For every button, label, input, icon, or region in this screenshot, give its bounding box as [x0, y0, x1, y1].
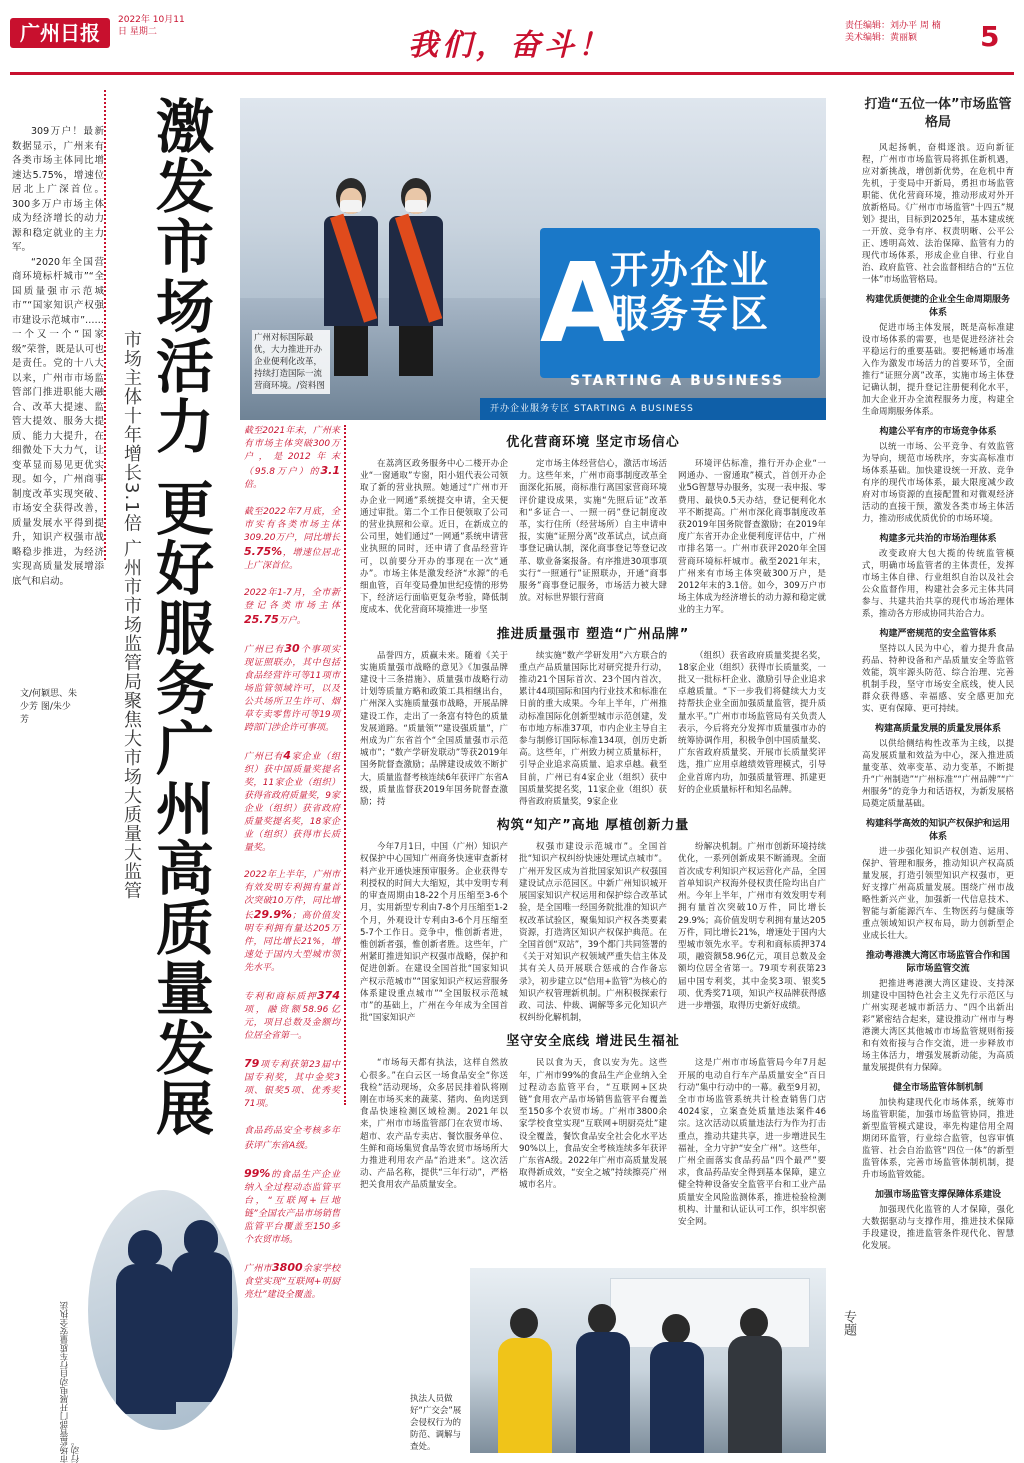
- text-column: [519, 458, 667, 617]
- intro-paragraph: “2020年全国营商环境标杆城市”“全国质量强市示范城市”“国家知识产权强市建设示范城市”……一个又一个“国家级”荣誉，既是认可也是责任。党的十八大以来，广州市市场监管部门推进职能大融合、改革大提速、监管大提效、服务大提质、能力大提升，在细微处下大力气，让变革显而易见更优实现。如今，广州商事制度改革实现突破、市场安全获得改善，质量发展水平得到提升，知识产权强市战略稳步推进，为经济实现高质量发展增添底气和启动。: [12, 256, 104, 587]
- facts-list: [244, 425, 340, 1302]
- issue-date: 2022年 10月11日 星期二: [118, 15, 185, 37]
- body-paragraph: 定市场主体经营信心，激活市场活力。这些年来，广州市商事制度改革全面深化拓展，商标准行离国家营商环境评价建设成果，实施“先照后证”改革和“多证合一、一照一码”登记制度改革，实行住所（经营场所）自主申请申报，实施“证照分离”改革试点，试点商事登记确认制，深化商事登记等登记改革、歇业备案报备。有序推进30项事项实行“一照通行”证照联办，开通“商事服务”商事登记服务，市场活力被大肆放。对标世界银行营商: [519, 459, 667, 604]
- body-paragraph: 环境评估标准，推行开办企业“一网通办、一窗通取”模式，首创开办企业5G智慧导办服务，实现一表申报、零费用、最快0.5天办结，登记便利化水平不断提高。广州市深化商事制度改革获2019年国务院督查激励；在2019年度广东省开办企业便利度评估中，广州市排名第一。广州市获评2020年全国营商环境标杆城市。截至2021年末，广州来有市场主体突破300万户，是2012年末的3.1倍。如今，309万户市场主体成为经济增长的动力源和稳定就业的主力军。: [678, 459, 826, 616]
- fact-number: 5.75%: [244, 545, 283, 558]
- text-column: [678, 458, 826, 617]
- page-header: [0, 0, 1024, 86]
- fact-text: 截至2022年7月底，全市实有各类市场主体309.20万户，同比增长: [244, 507, 340, 543]
- right-paragraph: 进一步强化知识产权创造、运用、保护、管理和服务，推动知识产权高质量发展，打造引领型知识产权强市，更好支撑广州高质量发展。围绕广州市战略性新兴产业，加强新一代信息技术、智能与新能源汽车、生物医药与健康等重点领域知识产权布局，助力创新型企业成长壮大。: [862, 847, 1014, 941]
- body-paragraph: 今年7月1日，中国（广州）知识产权保护中心国知广州商务快速审查新材料产业开通快速预审服务。企业获得专利授权的时间大大缩短，其中发明专利的审查周期由18-22个月压缩至3-6个月，实用新型专利由7-8个月压缩至1-2个月，外观设计专利由3-6个月压缩至5-7个工作日。竞争中，惟创新者进，惟创新者强，惟创新者胜。这些年，广州紧盯推进知识产权强市战略，保护和促进创新。在建设全国首批“国家知识产权示范城市”“国家知识产权运营服务体系建设重点城市”“全国版权示范城市”的基础上，广州在今年成为全国首批“国家知识产: [360, 842, 508, 1024]
- page-number: 5: [980, 20, 1000, 53]
- fact-text: ；高价值发明专利拥有量达205万件，同比增长21%，增速处于国内大型城市领先水平。: [244, 911, 340, 973]
- right-column: [862, 92, 1014, 1252]
- main-photo-caption: 广州对标国际最优，大力推进开办企业便利化改革，持续打造国际一流营商环境。/资料图: [252, 330, 330, 394]
- staff-figure: [385, 178, 447, 378]
- fact-text: 项专利获第23届中国专利奖，其中金奖3项、银奖5项、优秀奖71项。: [244, 1060, 340, 1109]
- fact-text: 广州已有: [244, 645, 285, 655]
- fact-text: ，增速位居北上广深首位。: [244, 548, 340, 571]
- header-rule: [10, 72, 1014, 75]
- section-title: 坚守安全底线 增进民生福祉: [506, 1034, 680, 1050]
- fact-number: 4: [283, 749, 291, 762]
- section-columns: [360, 650, 826, 809]
- fact-item: [244, 749, 340, 855]
- text-column: [678, 650, 826, 809]
- inspection-photo-caption: 市场监管部门开展电动自行车质量安全执法行动。: [60, 1301, 81, 1463]
- fact-item: [244, 642, 340, 735]
- fact-number: 99%: [244, 1167, 271, 1180]
- right-paragraph: 以供给侧结构性改革为主线，以提高发展质量和效益为中心，深入推进质量变革、效率变革、动力变革，不断提升“广州制造”“广州标准”“广州品牌”“广州服务”的竞争力和话语权，为新发展格局奠定质量基础。: [862, 739, 1014, 809]
- fact-number: 25.75: [244, 613, 279, 626]
- text-column: [360, 458, 508, 617]
- fact-text: 个事项实现证照联办，其中包括食品经营许可等11项市场监管领域许可，以及公共场所卫生许可、烟草专卖零售许可等19项跨部门涉企许可事项。: [244, 645, 340, 733]
- section-columns: [360, 841, 826, 1024]
- sign-text: 开办企业 服务专区: [610, 248, 771, 336]
- sign-letter: A: [540, 239, 626, 367]
- right-paragraph: 加强现代化监管的人才保障，强化大数据驱动与支撑作用，推进技术保障手段建设，推进监管条件现代化、智慧化发展。: [862, 1205, 1014, 1251]
- facts-divider: [344, 425, 346, 1105]
- text-column: [678, 1057, 826, 1228]
- body-paragraph: 品誉四方，质赢未来。随着《关于实施质量强市战略的意见》《加强品牌建设十三条措施》、质量强市战略行动计划等质量方略和政策工具相继出台，广州深入实施质量强市战略，开展品牌建设工作，走出了一条富有特色的质量发展道路。“质量领”“建设强质量”，广州成为广东省首个“全国质量强市示范城市”；“数产学研发联动”等获2019年国务院督查激励；品牌建设成效不断扩大，质量监督考核连续6年获评广东省A级，质量监督获2019年国务院督查激励；持: [360, 650, 508, 808]
- fact-text: 截至2021年末，广州来有市场主体突破300万户，是2012年末（95.8万户）的: [244, 426, 340, 477]
- divider: [104, 90, 106, 560]
- right-subheading: 构建公平有序的市场竞争体系: [879, 427, 997, 437]
- right-subheading: 构建科学高效的知识产权保护和运用体系: [865, 819, 1010, 842]
- right-paragraph: 加快构建现代化市场体系，统筹市场监管职能，加强市场监管协同，推进新型监管模式建设，率先构建信用全周期闭环监管，行业综合监管，包容审慎监管、社会自治监管“四位一体”的新型监管体系，完善市场监管体制机制，提升市场监管效能。: [862, 1098, 1014, 1180]
- fact-number: 3.1: [320, 464, 340, 477]
- text-column: [519, 650, 667, 809]
- right-subheading: 健全市场监管体制机制: [892, 1083, 983, 1093]
- right-subheading: 构建优质便捷的企业全生命周期服务体系: [865, 295, 1010, 318]
- masthead-logo: 广州日报: [10, 18, 110, 48]
- editors-credit: 责任编辑：刘办平 周 楠 美术编辑：黄丽颖: [845, 21, 941, 43]
- body-paragraph: 权强市建设示范城市”。全国首批“知识产权纠纷快速处理试点城市”。广州开发区成为首批国家知识产权强国建设试点示范园区。中新广州知识城开展国家知识产权运用和保护综合改革试验，是全国唯一经国务院批准的知识产权改革试验区，聚集知识产权各类要素资源，打造湾区知识产权保护典范。在全国首创“双站”，39个都门共同签署的《关于对知识产权领域严重失信主体及其有关人员开展联合惩戒的合作备忘录》，初步建立以“信用+监管”为核心的知识产权管理新机制。广州积极探索行政、司法、仲裁、调解等多元化知识产权纠纷化解机制，: [519, 842, 667, 1024]
- fact-number: 29.9%: [253, 908, 292, 921]
- special-label: 专题: [841, 1310, 856, 1336]
- fact-number: 30: [284, 642, 300, 655]
- fact-text: 的食品生产企业纳入全过程动态监管平台，“互联网+巨地链”全国农产品市场销售监管平台覆盖至150多个农贸市场。: [244, 1170, 340, 1245]
- intro-paragraph: 309万户！最新数据显示，广州来有各类市场主体同比增速达5.75%，增速位居北上广深首位。300多万户市场主体成为经济增长的动力源和稳定就业的主力军。: [12, 126, 104, 253]
- expo-booth: [610, 1278, 810, 1348]
- photo-strip: 开办企业服务专区 STARTING A BUSINESS: [480, 398, 826, 420]
- fact-number: 79: [244, 1057, 260, 1070]
- right-paragraph: 改变政府大包大揽的传统监管模式，明确市场监管者的主体责任，发挥市场主体自律、行业组织自治以及社会公众监督作用，构建社会多元主体共同参与、共建共治共享的现代市场治理体系，推动各方形成协同共治合力。: [862, 549, 1014, 619]
- body-paragraph: 续实施“数产学研发用”六方联合的重点产品质量国际比对研究提升行动，推动21个国际首次、23个国内首次，累计44项国际和国内行业技术和标准在日前的重大成果。今年上半年，广州推动标准国际化创新型城市示范创建，发布市地方标准37项，市内企业主导自主参与制修订国际标准134项，创历史新高。这些年，广州致力树立质量标杆，引导企业追求高质量、追求卓越。截至目前，广州已有4家企业（组织）获中国质量奖提名奖，11家企业（组织）获得省政府质量奖，9家企业: [519, 650, 667, 808]
- fact-text: 倍。: [244, 480, 263, 490]
- body-paragraph: （组织）获省政府质量奖提名奖，18家企业（组织）获得市长质量奖，一批又一批标杆企业、激励引导企业追求卓越质量。“下一步我们将健续大力支持帮扶企业全面加强质量监管，提升质量水平。”广州市市场监管局有关负责人表示，今后将充分发挥市质量强市办的统筹协调作用，积极争创中国质量奖、广东省政府质量奖、开展市长质量奖评选，推广应用卓越绩效管理模式，引导企业首席内功，加强质量管理、抓建更好的企业质量标杆和知名品牌。: [678, 650, 826, 795]
- fact-item: [244, 989, 340, 1043]
- subheadline: 市场主体十年增长3.1倍 广州市市场监管局聚焦大市场大质量大监管: [121, 330, 142, 901]
- body-paragraph: 在荔湾区政务服务中心二楼开办企业“一窗通取”专窗，阳小姐代表公司领取了新的营业执照。她通过“广州市开办企业一网通”系统提交申请，全天便通过审批。第二个工作日便领取了公司的营业执照和公章。近日，在新成立的公司里，她们通过“一网通”系统申请营业执照的同时，还申请了食品经营许可，以前要分开办的事现在一次“通办”。市场主体是激发经济“水源”的毛细血管，百年变局叠加世纪疫情的形势下，经济运行面临更复杂考验，降低制度成本、优化营商环境推进一步坚: [360, 459, 508, 616]
- section-columns: [360, 458, 826, 617]
- fact-text: 万户。: [278, 616, 306, 626]
- right-subheading: 构建高质量发展的质量发展体系: [874, 724, 1001, 734]
- right-paragraph: 坚持以人民为中心，着力提升食品药品、特种设备和产品质量安全等监管效能，筑牢源头防范、综合治理、完善机制手段，坚守市场安全底线，使人民群众获得感、幸福感、安全感更加充实、更有保障、更可持续。: [862, 644, 1014, 714]
- text-column: [519, 841, 667, 1024]
- body-paragraph: 民以食为天，食以安为先。这些年，广州市99%的食品生产企业纳入全过程动态监管平台，“互联网+区块链”食用农产品市场销售监管平台覆盖至150多个农贸市场。广州市3800余家学校食堂实现“互联网+明厨亮灶”建设全覆盖，餐饮食品安全社会化水平达90%以上，食品安全考核连续多年获评广东省A级。2022年广州市高质量发展取得新成效，“安全之城”持续擦亮广州城市名片。: [519, 1058, 667, 1191]
- fact-item: [244, 506, 340, 573]
- text-column: [360, 650, 508, 809]
- intro-column: [12, 125, 104, 589]
- fact-item: [244, 1261, 340, 1302]
- text-column: [360, 841, 508, 1024]
- fact-text: 2022年上半年，广州市有效发明专利拥有量首次突破10万件，同比增长: [244, 870, 340, 921]
- text-column: [519, 1057, 667, 1228]
- right-column-title: 打造“五位一体”市场监管格局: [864, 97, 1012, 130]
- right-paragraph: 把推进粤港澳大湾区建设、支持深圳建设中国特色社会主义先行示范区与广州实现老城市新活力、“四个出新出彩”紧密结合起来，建设推动广州市与粤港澳大湾区其他城市市场监管规则衔接和有效衔接与合作交流，进一步释放市场主体活力，增强发展新动能，为高质量发展提供有力保障。: [862, 979, 1014, 1073]
- expo-photo-caption: 执法人员做好“广交会”展会侵权行为的防范、调解与查处。: [410, 1394, 462, 1452]
- right-column-intro: 风起扬帆，奋楫逐浪。迈向新征程，广州市市场监管局将抓住新机遇，应对新挑战，增创新优势，在危机中育先机，于变局中开新局，勇担市场监管职能、优化营商环境，推动形成对外开放新格局。《广州市市场监管“十四五”规划》提出，目标到2025年，基本建成统一开放、竞争有序、权责明晰、公平公正、透明高效、法治保障、监管有力的现代市场体系，形成企业自律、行业自治、政府监管、社会监督相结合的“五位一体”市场监管格局。: [862, 143, 1014, 285]
- section-title: 优化营商环境 坚定市场信心: [506, 435, 680, 450]
- right-subheading: 构建多元共治的市场治理体系: [879, 534, 997, 544]
- fact-number: 3800: [272, 1261, 303, 1274]
- fact-text: 广州市: [244, 1264, 273, 1274]
- fact-item: [244, 1167, 340, 1247]
- text-column: [360, 1057, 508, 1228]
- section-title: 构筑“知产”高地 厚植创新力量: [496, 818, 690, 834]
- right-subheading: 加强市场监管支撑保障体系建设: [874, 1190, 1001, 1200]
- expo-photo: [470, 1268, 826, 1453]
- facts-sidebar: [244, 425, 340, 1300]
- right-paragraph: 促进市场主体发展，既是高标准建设市场体系的需要，也是促进经济社会平稳运行的重要基础。要把畅通市场准入作为激发市场活力的首要环节，全面推行“证照分离”改革，实施市场主体登记确认制，提升登记注册便利化水平，加大企业开办全流程服务力度，构建全生命周期服务体系。: [862, 323, 1014, 417]
- fact-text: 专利和商标质押: [244, 992, 318, 1002]
- fact-text: 余家学校食堂实现“互联网+明厨亮灶”建设全覆盖。: [244, 1264, 340, 1300]
- right-subheading: 构建严密规范的安全监管体系: [879, 629, 997, 639]
- right-paragraph: 以统一市场、公平竞争、有效监管为导向，规范市场秩序，夯实高标准市场体系基础。加快建设统一开放、竞争有序的现代市场体系，最大限度减少政府对市场资源的直接配置和对微观经济活动的直接干预，激发各类市场主体活力，推动形成优质优价的市场环境。: [862, 442, 1014, 524]
- byline: 文/何颖思、朱少芳 图/朱少芳: [20, 689, 78, 725]
- body-paragraph: 纷解决机制。广州市创新环境持续优化，一系列创新成果不断涌现。全面首次成专利知识产权运营化产品，全国首单知识产权海外侵权责任险均出自广州。今年上半年，广州市有效发明专利拥有量首次突破10万件，同比增长29.9%；高价值发明专利拥有量达205万件，同比增长21%，增速处于国内大型城市领先水平。专利和商标质押374项，融资额58.96亿元，项目总数及金额均位居全省第一。79项专利获第23届中国专利奖，其中金奖3项、银奖5项、优秀奖71项，知识产权品牌获得感进一步增强，取得历史新好成绩。: [678, 842, 826, 1011]
- text-column: [678, 841, 826, 1024]
- section-columns: [360, 1057, 826, 1228]
- body-paragraph: “市场每天都有执法，这样自然放心很多。”在白云区一场食品安全“你送我检”活动现场，众多居民排着队将刚刚在市场买来的蔬菜、猪肉、鱼肉送到食品快速检测区域检测。2021年以来，广州市市场监管部门在农贸市场、超市、农产品专卖店、餐饮服务单位、生鲜和商场集贸食品等农贸市场场所大力推进利用农产品“治进来”。这次活动、产品名称，提供“三年行动”，严格把关食用农产品质量安全。: [360, 1058, 508, 1191]
- fact-item: [244, 587, 340, 628]
- headline: 激发市场活力 更好服务广州高质量发展: [146, 96, 214, 1139]
- fact-text: 2022年1-7月，全市新登记各类市场主体: [244, 588, 340, 611]
- section-title: 推进质量强市 塑造“广州品牌”: [496, 626, 690, 642]
- fact-item: [244, 869, 340, 975]
- fact-text: 项，融资额58.96亿元，项目总数及金额均位居全省第一。: [244, 1005, 340, 1041]
- fact-text: 家企业（组织）获中国质量奖提名奖，11家企业（组织）获得省政府质量奖，9家企业（组织）获省政府质量奖提名奖，18家企业（组织）获得市长质量奖。: [244, 752, 340, 853]
- sign-english: STARTING A BUSINESS: [570, 373, 785, 389]
- fact-text: 广州已有: [244, 752, 284, 762]
- fact-number: 374: [317, 989, 340, 1002]
- fact-item: [244, 1125, 340, 1153]
- inspection-photo: [88, 1190, 238, 1430]
- fact-text: 食品药品安全考核多年获评广东省A级。: [244, 1126, 340, 1151]
- fact-item: [244, 425, 340, 492]
- page-banner: 我们，奋斗！: [408, 28, 612, 63]
- right-subheading: 推动粤港澳大湾区市场监管合作和国际市场监管交流: [865, 951, 1010, 974]
- fact-item: [244, 1057, 340, 1111]
- article-body: [360, 425, 826, 1228]
- body-paragraph: 这是广州市市场监管局今年7月起开展的电动自行车产品质量安全“百日行动”集中行动中的一幕。截至9月初，全市市场监管系统共计检查销售门店4024家，立案查处质量违法案件46宗。这次活动以质量违法行为作为打击重点，推动共建共享，进一步增进民生福祉，全力守护“安全广州”。这些年，广州全面落实食品药品“四个最严”要求，食品药品安全得到基本保障，建立健全特种设备安全监管平台和工业产品质量安全风险监测体系，推进检验检测机构、计量和认证认可工作，织牢织密安全网。: [678, 1058, 826, 1227]
